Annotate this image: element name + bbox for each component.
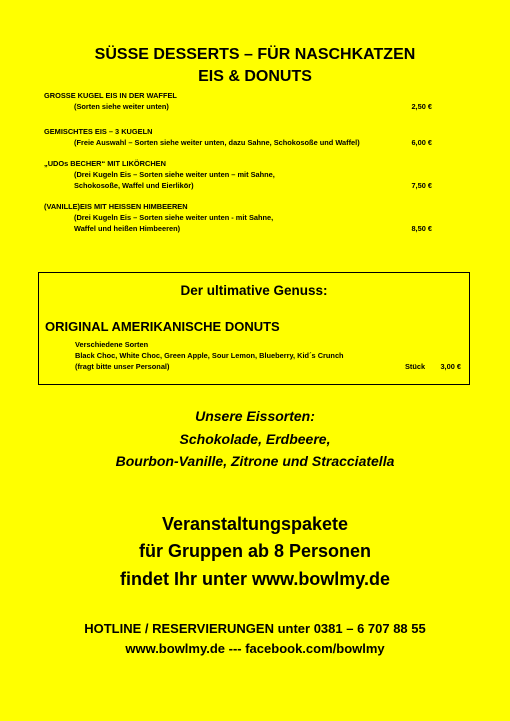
special-unit: Stück	[405, 362, 426, 371]
special-line: Black Choc, White Choc, Green Apple, Sour Lemon, Blueberry, Kid´s Crunch	[75, 351, 344, 360]
flavors-heading: Unsere Eissorten:	[195, 408, 315, 424]
flavors-line: Bourbon-Vanille, Zitrone und Stracciatella	[115, 453, 395, 469]
special-line: Verschiedene Sorten	[75, 340, 149, 349]
special-heading: Der ultimative Genuss:	[180, 283, 328, 298]
page-subtitle: EIS & DONUTS	[198, 68, 312, 85]
menu-item-desc: (Sorten siehe weiter unten)	[74, 102, 169, 111]
menu-item-price: 6,00 €	[411, 138, 432, 147]
menu-item	[44, 126, 464, 148]
web-links: www.bowlmy.de --- facebook.com/bowlmy	[125, 641, 385, 656]
menu-item-desc: Waffel und heißen Himbeeren)	[74, 224, 181, 233]
special-price: 3,00 €	[440, 362, 461, 371]
menu-item-name: „UDOs BECHER“ MIT LIKÖRCHEN	[44, 159, 166, 168]
menu-item-desc: (Drei Kugeln Eis – Sorten siehe weiter unten – mit Sahne,	[74, 170, 275, 179]
menu-item-price: 8,50 €	[411, 224, 432, 233]
menu-item-name: GEMISCHTES EIS – 3 KUGELN	[44, 127, 153, 136]
menu-item	[44, 158, 444, 191]
menu-item	[44, 90, 444, 112]
event-line: Veranstaltungspakete	[161, 514, 349, 534]
menu-item-name: (VANILLE)EIS MIT HEISSEN HIMBEEREN	[44, 202, 188, 211]
menu-item-desc: Schokosoße, Waffel und Eierlikör)	[74, 181, 194, 190]
menu-item	[44, 201, 444, 234]
flavors-line: Schokolade, Erdbeere,	[179, 431, 331, 447]
event-line: findet Ihr unter www.bowlmy.de	[119, 569, 390, 589]
hotline: HOTLINE / RESERVIERUNGEN unter 0381 – 6 707 88 55	[84, 621, 426, 636]
menu-item-desc: (Freie Auswahl – Sorten siehe weiter unten, dazu Sahne, Schokosoße und Waffel)	[74, 138, 360, 147]
event-line: für Gruppen ab 8 Personen	[138, 541, 372, 561]
special-title: ORIGINAL AMERIKANISCHE DONUTS	[45, 319, 280, 334]
special-line: (fragt bitte unser Personal)	[75, 362, 170, 371]
menu-item-price: 7,50 €	[411, 181, 432, 190]
menu-item-desc: (Drei Kugeln Eis – Sorten siehe weiter unten - mit Sahne,	[74, 213, 274, 222]
menu-item-name: GROSSE KUGEL EIS IN DER WAFFEL	[44, 91, 177, 100]
menu-item-price: 2,50 €	[411, 102, 432, 111]
page-title: SÜSSE DESSERTS – FÜR NASCHKATZEN	[94, 46, 416, 63]
special-offer-box	[38, 272, 470, 385]
